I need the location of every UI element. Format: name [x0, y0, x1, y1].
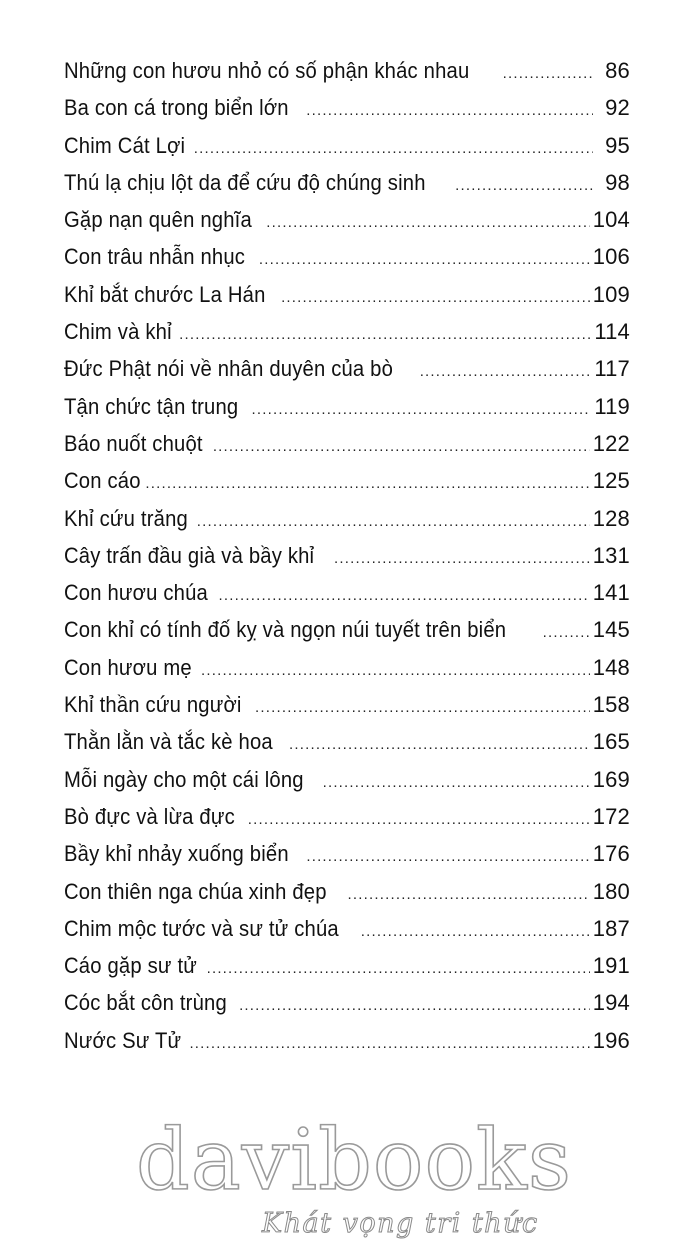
table-of-contents	[64, 58, 630, 1065]
toc-dot-leader	[543, 624, 590, 641]
toc-entry-page-number: 141	[592, 580, 630, 606]
toc-dot-leader	[145, 475, 589, 492]
toc-entry-page-number: 119	[594, 393, 630, 419]
toc-entry	[64, 692, 630, 729]
toc-entry-title: Nước Sư Tử	[64, 1027, 182, 1053]
toc-entry-title: Ba con cá trong biển lớn	[64, 95, 289, 121]
toc-entry	[64, 58, 630, 95]
toc-entry-title: Khỉ thần cứu người	[64, 692, 242, 718]
toc-dot-leader	[219, 587, 590, 604]
toc-entry	[64, 990, 630, 1027]
toc-entry-page-number: 92	[605, 95, 630, 121]
toc-entry	[64, 543, 630, 580]
toc-entry-page-number: 131	[592, 542, 630, 568]
watermark-brand: davibooks	[135, 1111, 573, 1209]
toc-dot-leader	[207, 960, 590, 977]
toc-entry	[64, 468, 630, 505]
toc-dot-leader	[252, 401, 592, 418]
toc-entry	[64, 655, 630, 692]
toc-entry	[64, 879, 630, 916]
toc-entry-title: Con trâu nhẫn nhục	[64, 244, 246, 270]
toc-entry	[64, 356, 630, 393]
toc-entry-page-number: 191	[592, 953, 630, 979]
toc-entry-title: Chim và khỉ	[64, 319, 172, 345]
toc-dot-leader	[255, 699, 590, 716]
toc-entry-title: Những con hươu nhỏ có số phận khác nhau	[64, 58, 470, 83]
toc-dot-leader	[194, 140, 593, 157]
toc-entry-title: Khỉ bắt chước La Hán	[64, 281, 266, 307]
toc-entry-title: Con khỉ có tính đố kỵ và ngọn núi tuyết trên biển	[64, 617, 507, 643]
toc-entry-page-number: 148	[592, 654, 630, 680]
toc-entry-title: Tận chức tận trung	[64, 393, 239, 419]
toc-entry-title: Con cáo	[64, 468, 141, 494]
toc-entry-page-number: 104	[592, 207, 630, 233]
toc-entry-page-number: 122	[592, 430, 630, 456]
toc-entry-page-number: 125	[592, 468, 630, 494]
toc-entry	[64, 804, 630, 841]
toc-entry	[64, 580, 630, 617]
toc-entry	[64, 729, 630, 766]
toc-entry	[64, 617, 630, 654]
toc-entry-title: Đức Phật nói về nhân duyên của bò	[64, 356, 394, 382]
toc-dot-leader	[197, 513, 590, 530]
toc-dot-leader	[306, 102, 593, 119]
toc-dot-leader	[503, 65, 593, 82]
toc-entry	[64, 767, 630, 804]
watermark-tagline: Khát vọng tri thức	[262, 1208, 539, 1239]
toc-entry-title: Cóc bắt côn trùng	[64, 990, 227, 1016]
toc-entry-title: Thằn lằn và tắc kè hoa	[64, 729, 273, 755]
toc-entry	[64, 394, 630, 431]
toc-entry	[64, 244, 630, 281]
toc-entry-title: Chim mộc tước và sư tử chúa	[64, 915, 339, 941]
toc-entry-page-number: 109	[592, 281, 630, 307]
toc-entry-page-number: 98	[605, 169, 630, 195]
toc-entry-page-number: 196	[592, 1027, 630, 1053]
toc-entry-title: Báo nuốt chuột	[64, 430, 203, 456]
toc-entry-page-number: 106	[592, 244, 630, 270]
toc-entry-page-number: 158	[592, 692, 630, 718]
toc-entry-page-number: 114	[594, 319, 630, 345]
toc-dot-leader	[334, 550, 590, 567]
watermark	[0, 1111, 700, 1239]
toc-entry-page-number: 165	[592, 729, 630, 755]
toc-dot-leader	[348, 886, 590, 903]
toc-entry	[64, 506, 630, 543]
toc-entry-page-number: 176	[592, 841, 630, 867]
toc-dot-leader	[201, 662, 590, 679]
toc-dot-leader	[248, 811, 590, 828]
toc-dot-leader	[455, 177, 593, 194]
toc-entry-title: Khỉ cứu trăng	[64, 505, 188, 531]
toc-entry-title: Bò đực và lừa đực	[64, 803, 235, 829]
toc-dot-leader	[289, 736, 590, 753]
toc-entry	[64, 916, 630, 953]
toc-dot-leader	[323, 774, 590, 791]
toc-entry	[64, 170, 630, 207]
toc-entry-page-number: 172	[592, 803, 630, 829]
toc-dot-leader	[239, 997, 590, 1014]
toc-entry	[64, 207, 630, 244]
toc-entry-title: Cây trấn đầu già và bầy khỉ	[64, 542, 315, 568]
toc-entry	[64, 95, 630, 132]
toc-entry-page-number: 117	[594, 356, 630, 382]
toc-dot-leader	[266, 214, 589, 231]
toc-entry-page-number: 187	[592, 915, 630, 941]
toc-entry-title: Con thiên nga chúa xinh đẹp	[64, 878, 327, 904]
toc-entry-title: Thú lạ chịu lột da để cứu độ chúng sinh	[64, 169, 426, 195]
toc-entry	[64, 319, 630, 356]
toc-entry-title: Con hươu mẹ	[64, 654, 192, 680]
toc-entry-page-number: 180	[592, 878, 630, 904]
toc-entry	[64, 1028, 630, 1065]
toc-dot-leader	[306, 848, 589, 865]
toc-entry	[64, 953, 630, 990]
toc-entry-page-number: 169	[592, 766, 630, 792]
toc-entry-title: Mỗi ngày cho một cái lông	[64, 766, 304, 792]
toc-entry-title: Gặp nạn quên nghĩa	[64, 207, 252, 233]
toc-entry-title: Con hươu chúa	[64, 580, 208, 606]
toc-entry	[64, 133, 630, 170]
toc-dot-leader	[259, 251, 590, 268]
toc-entry-page-number: 145	[592, 617, 630, 643]
toc-entry	[64, 282, 630, 319]
toc-entry-page-number: 128	[592, 505, 630, 531]
toc-entry-title: Cáo gặp sư tử	[64, 953, 198, 979]
toc-entry-title: Chim Cát Lợi	[64, 132, 186, 158]
toc-dot-leader	[420, 363, 592, 380]
toc-dot-leader	[189, 1035, 589, 1052]
toc-entry-page-number: 194	[592, 990, 630, 1016]
toc-entry	[64, 841, 630, 878]
toc-entry-page-number: 86	[605, 58, 630, 83]
toc-dot-leader	[281, 289, 590, 306]
toc-entry	[64, 431, 630, 468]
toc-entry-title: Bầy khỉ nhảy xuống biển	[64, 841, 289, 867]
toc-entry-page-number: 95	[605, 132, 630, 158]
toc-dot-leader	[179, 326, 591, 343]
toc-dot-leader	[361, 923, 590, 940]
toc-dot-leader	[213, 438, 590, 455]
